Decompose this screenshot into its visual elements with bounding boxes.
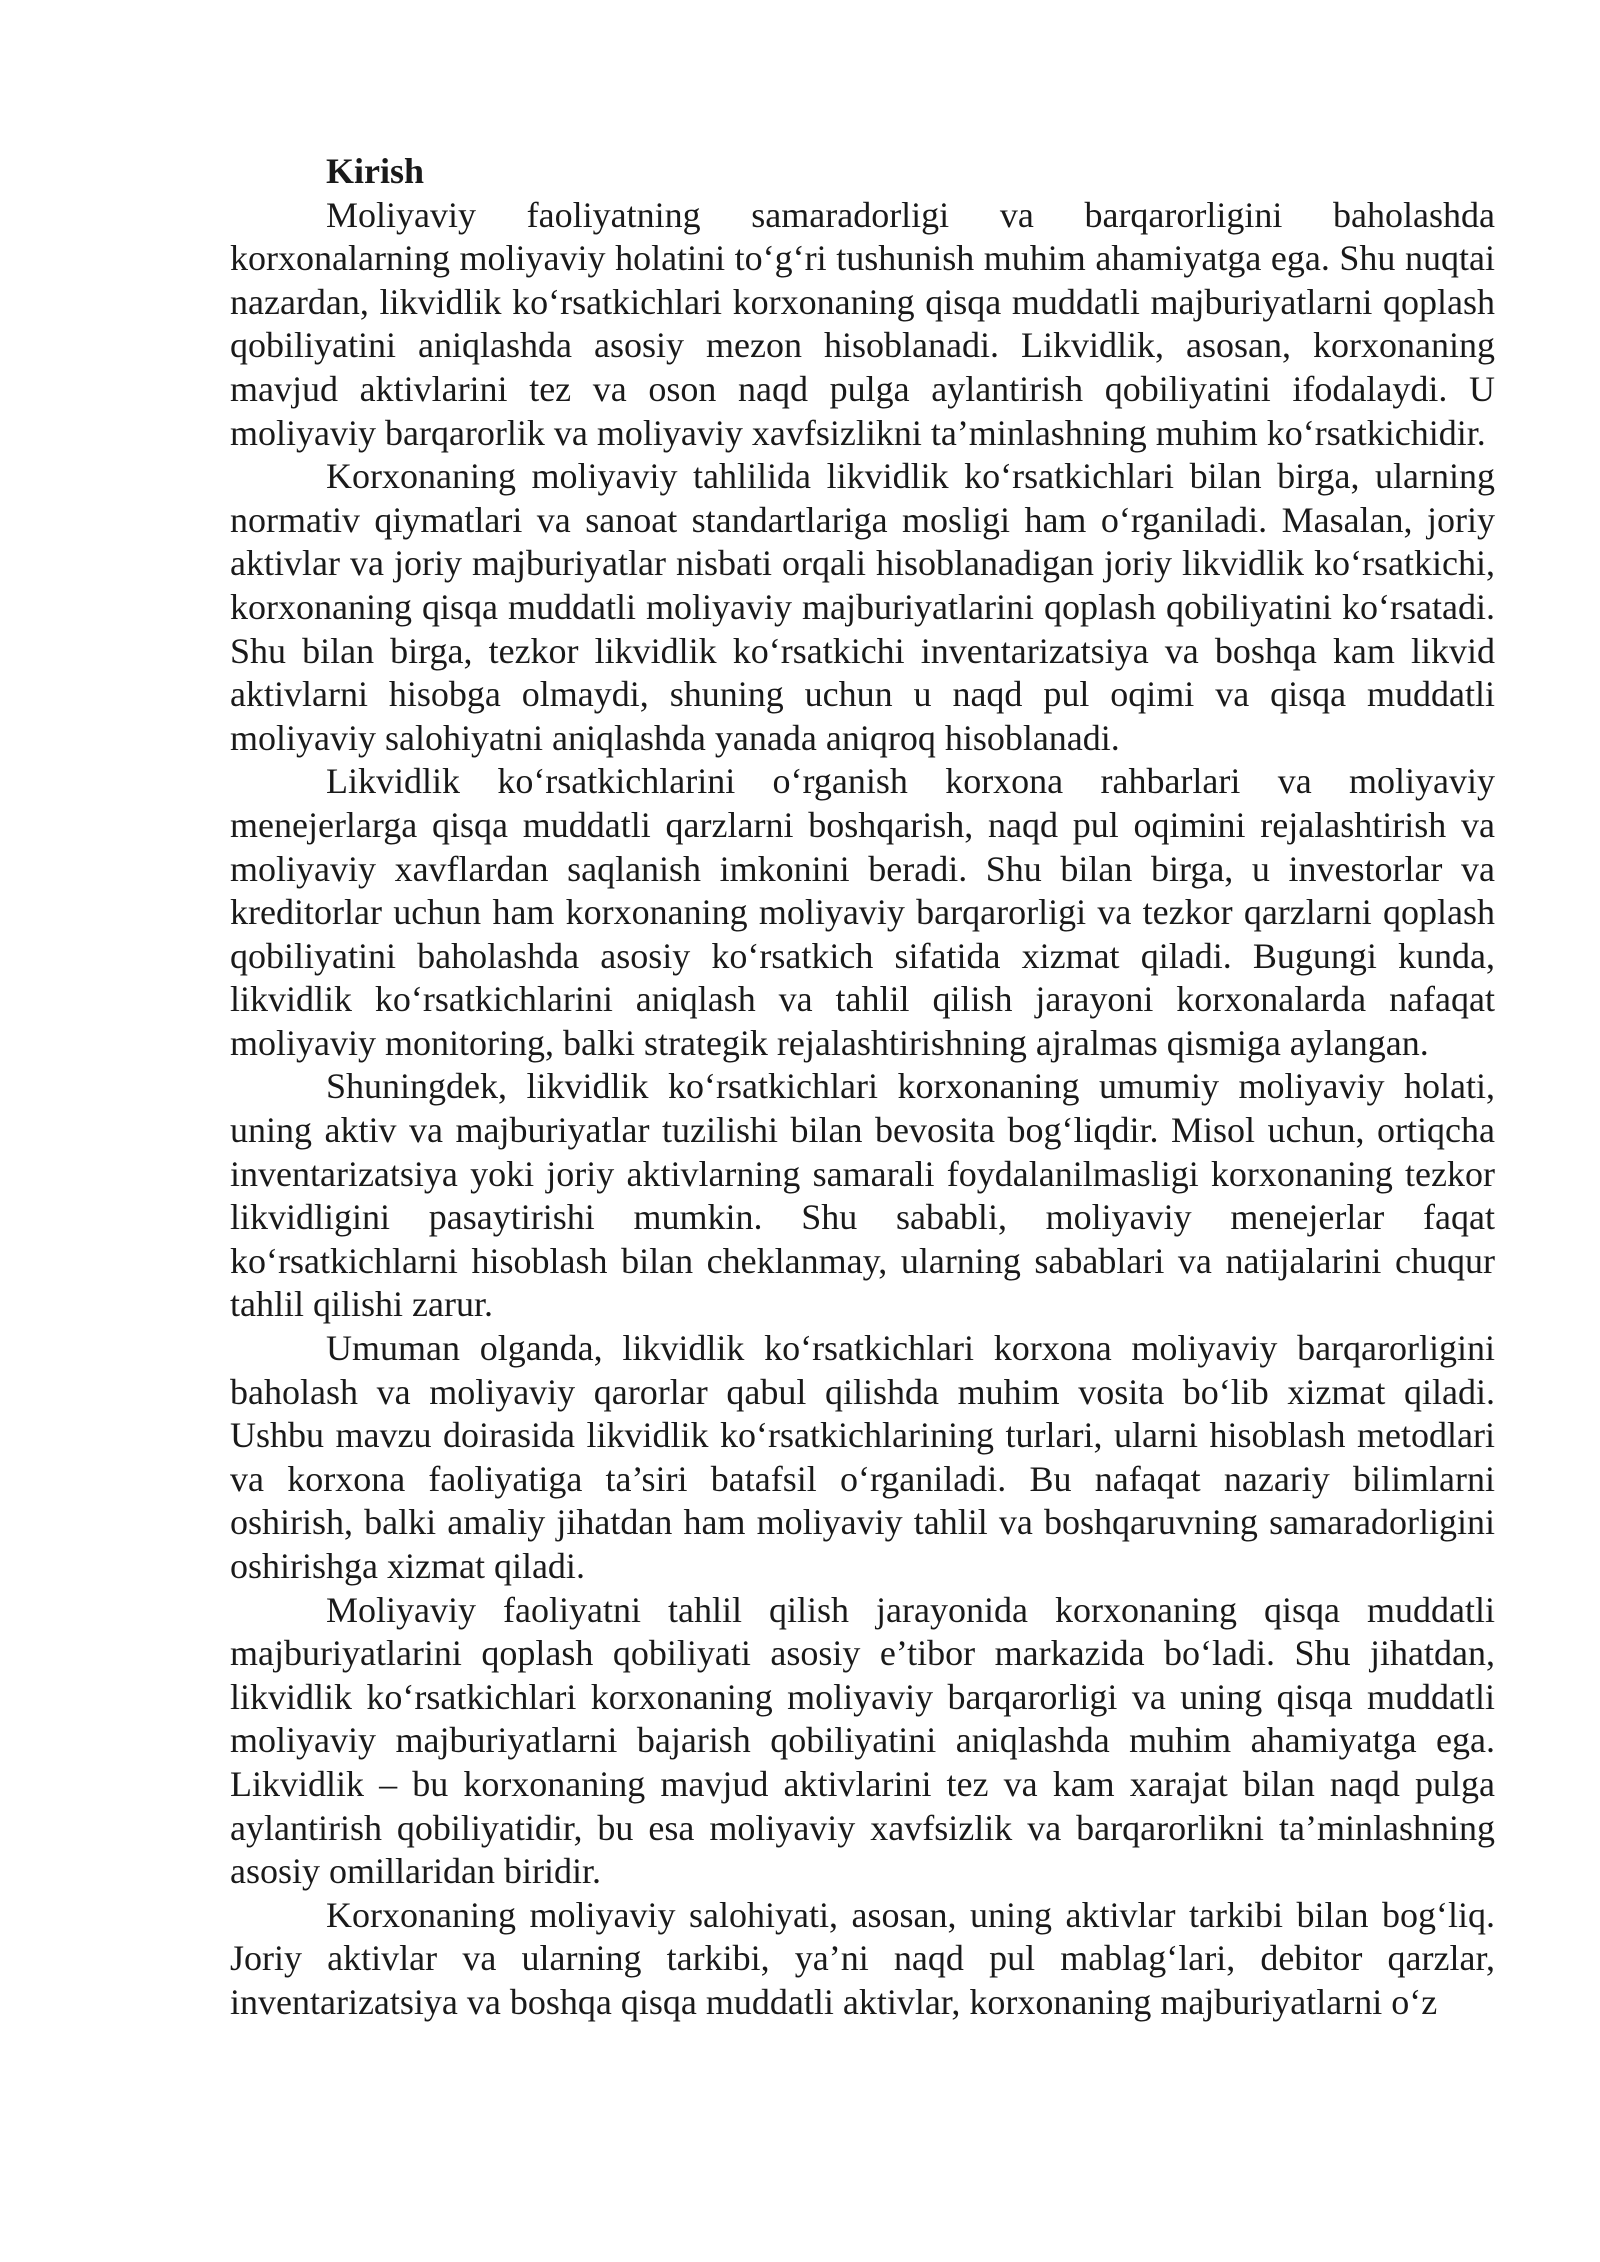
paragraph-7: Korxonaning moliyaviy salohiyati, asosan, uning aktivlar tarkibi bilan bog‘liq. Joriy aktivlar va ularning tarkibi, ya’ni naqd pul mablag‘lari, debitor qarzlar, inventarizatsiya va boshqa qisqa muddatli aktivlar, korxonaning majburiyatlarni o‘z — [230, 1894, 1495, 2022]
paragraph-3: Likvidlik ko‘rsatkichlarini o‘rganish korxona rahbarlari va moliyaviy menejerlarga qisqa muddatli qarzlarni boshqarish, naqd pul oqimini rejalashtirish va moliyaviy xavflardan saqlanish imkonini beradi. Shu bilan birga, u investorlar va kreditorlar uchun ham korxonaning moliyaviy barqarorligi va tezkor qarzlarni qoplash qobiliyatini baholashda asosiy ko‘rsatkich sifatida xizmat qiladi. Bugungi kunda, likvidlik ko‘rsatkichlarini aniqlash va tahlil qilish jarayoni korxonalarda nafaqat moliyaviy monitoring, balki strategik rejalashtirishning ajralmas qismiga aylangan. — [230, 761, 1495, 1063]
paragraph-6: Moliyaviy faoliyatni tahlil qilish jarayonida korxonaning qisqa muddatli majburiyatlarini qoplash qobiliyati asosiy e’tibor markazida bo‘ladi. Shu jihatdan, likvidlik ko‘rsatkichlari korxonaning moliyaviy barqarorligi va uning qisqa muddatli moliyaviy majburiyatlarni bajarish qobiliyatini aniqlashda muhim ahamiyatga ega. Likvidlik – bu korxonaning mavjud aktivlarini tez va kam xarajat bilan naqd pulga aylantirish qobiliyatidir, bu esa moliyaviy xavfsizlik va barqarorlikni ta’minlashning asosiy omillaridan biridir. — [230, 1589, 1495, 1892]
paragraph-2: Korxonaning moliyaviy tahlilida likvidlik ko‘rsatkichlari bilan birga, ularning normativ qiymatlari va sanoat standartlariga mosligi ham o‘rganiladi. Masalan, joriy aktivlar va joriy majburiyatlar nisbati orqali hisoblanadigan joriy likvidlik ko‘rsatkichi, korxonaning qisqa muddatli moliyaviy majburiyatlarini qoplash qobiliyatini ko‘rsatadi. Shu bilan birga, tezkor likvidlik ko‘rsatkichi inventarizatsiya va boshqa kam likvid aktivlarni hisobga olmaydi, shuning uchun u naqd pul oqimi va qisqa muddatli moliyaviy salohiyatni aniqlashda yanada aniqroq hisoblanadi. — [230, 456, 1495, 758]
paragraph-5: Umuman olganda, likvidlik ko‘rsatkichlari korxona moliyaviy barqarorligini baholash va moliyaviy qarorlar qabul qilishda muhim vosita bo‘lib xizmat qiladi. Ushbu mavzu doirasida likvidlik ko‘rsatkichlarining turlari, ularni hisoblash metodlari va korxona faoliyatiga ta’siri batafsil o‘rganiladi. Bu nafaqat nazariy bilimlarni oshirish, balki amaliy jihatdan ham moliyaviy tahlil va boshqaruvning samaradorligini oshirishga xizmat qiladi. — [230, 1328, 1495, 1586]
paragraph-1: Moliyaviy faoliyatning samaradorligi va barqarorligini baholashda korxonalarning moliyaviy holatini to‘g‘ri tushunish muhim ahamiyatga ega. Shu nuqtai nazardan, likvidlik ko‘rsatkichlari korxonaning qisqa muddatli majburiyatlarni qoplash qobiliyatini aniqlashda asosiy mezon hisoblanadi. Likvidlik, asosan, korxonaning mavjud aktivlarini tez va oson naqd pulga aylantirish qobiliyatini ifodalaydi. U moliyaviy barqarorlik va moliyaviy xavfsizlikni ta’minlashning muhim ko‘rsatkichidir. — [230, 194, 1495, 453]
section-heading: Kirish — [326, 151, 425, 191]
document-page — [230, 150, 1495, 2025]
paragraph-4: Shuningdek, likvidlik ko‘rsatkichlari korxonaning umumiy moliyaviy holati, uning aktiv va majburiyatlar tuzilishi bilan bevosita bog‘liqdir. Misol uchun, ortiqcha inventarizatsiya yoki joriy aktivlarning samarali foydalanilmasligi korxonaning tezkor likvidligini pasaytirishi mumkin. Shu sababli, moliyaviy menejerlar faqat ko‘rsatkichlarni hisoblash bilan cheklanmay, ularning sabablari va natijalarini chuqur tahlil qilishi zarur. — [230, 1066, 1495, 1325]
